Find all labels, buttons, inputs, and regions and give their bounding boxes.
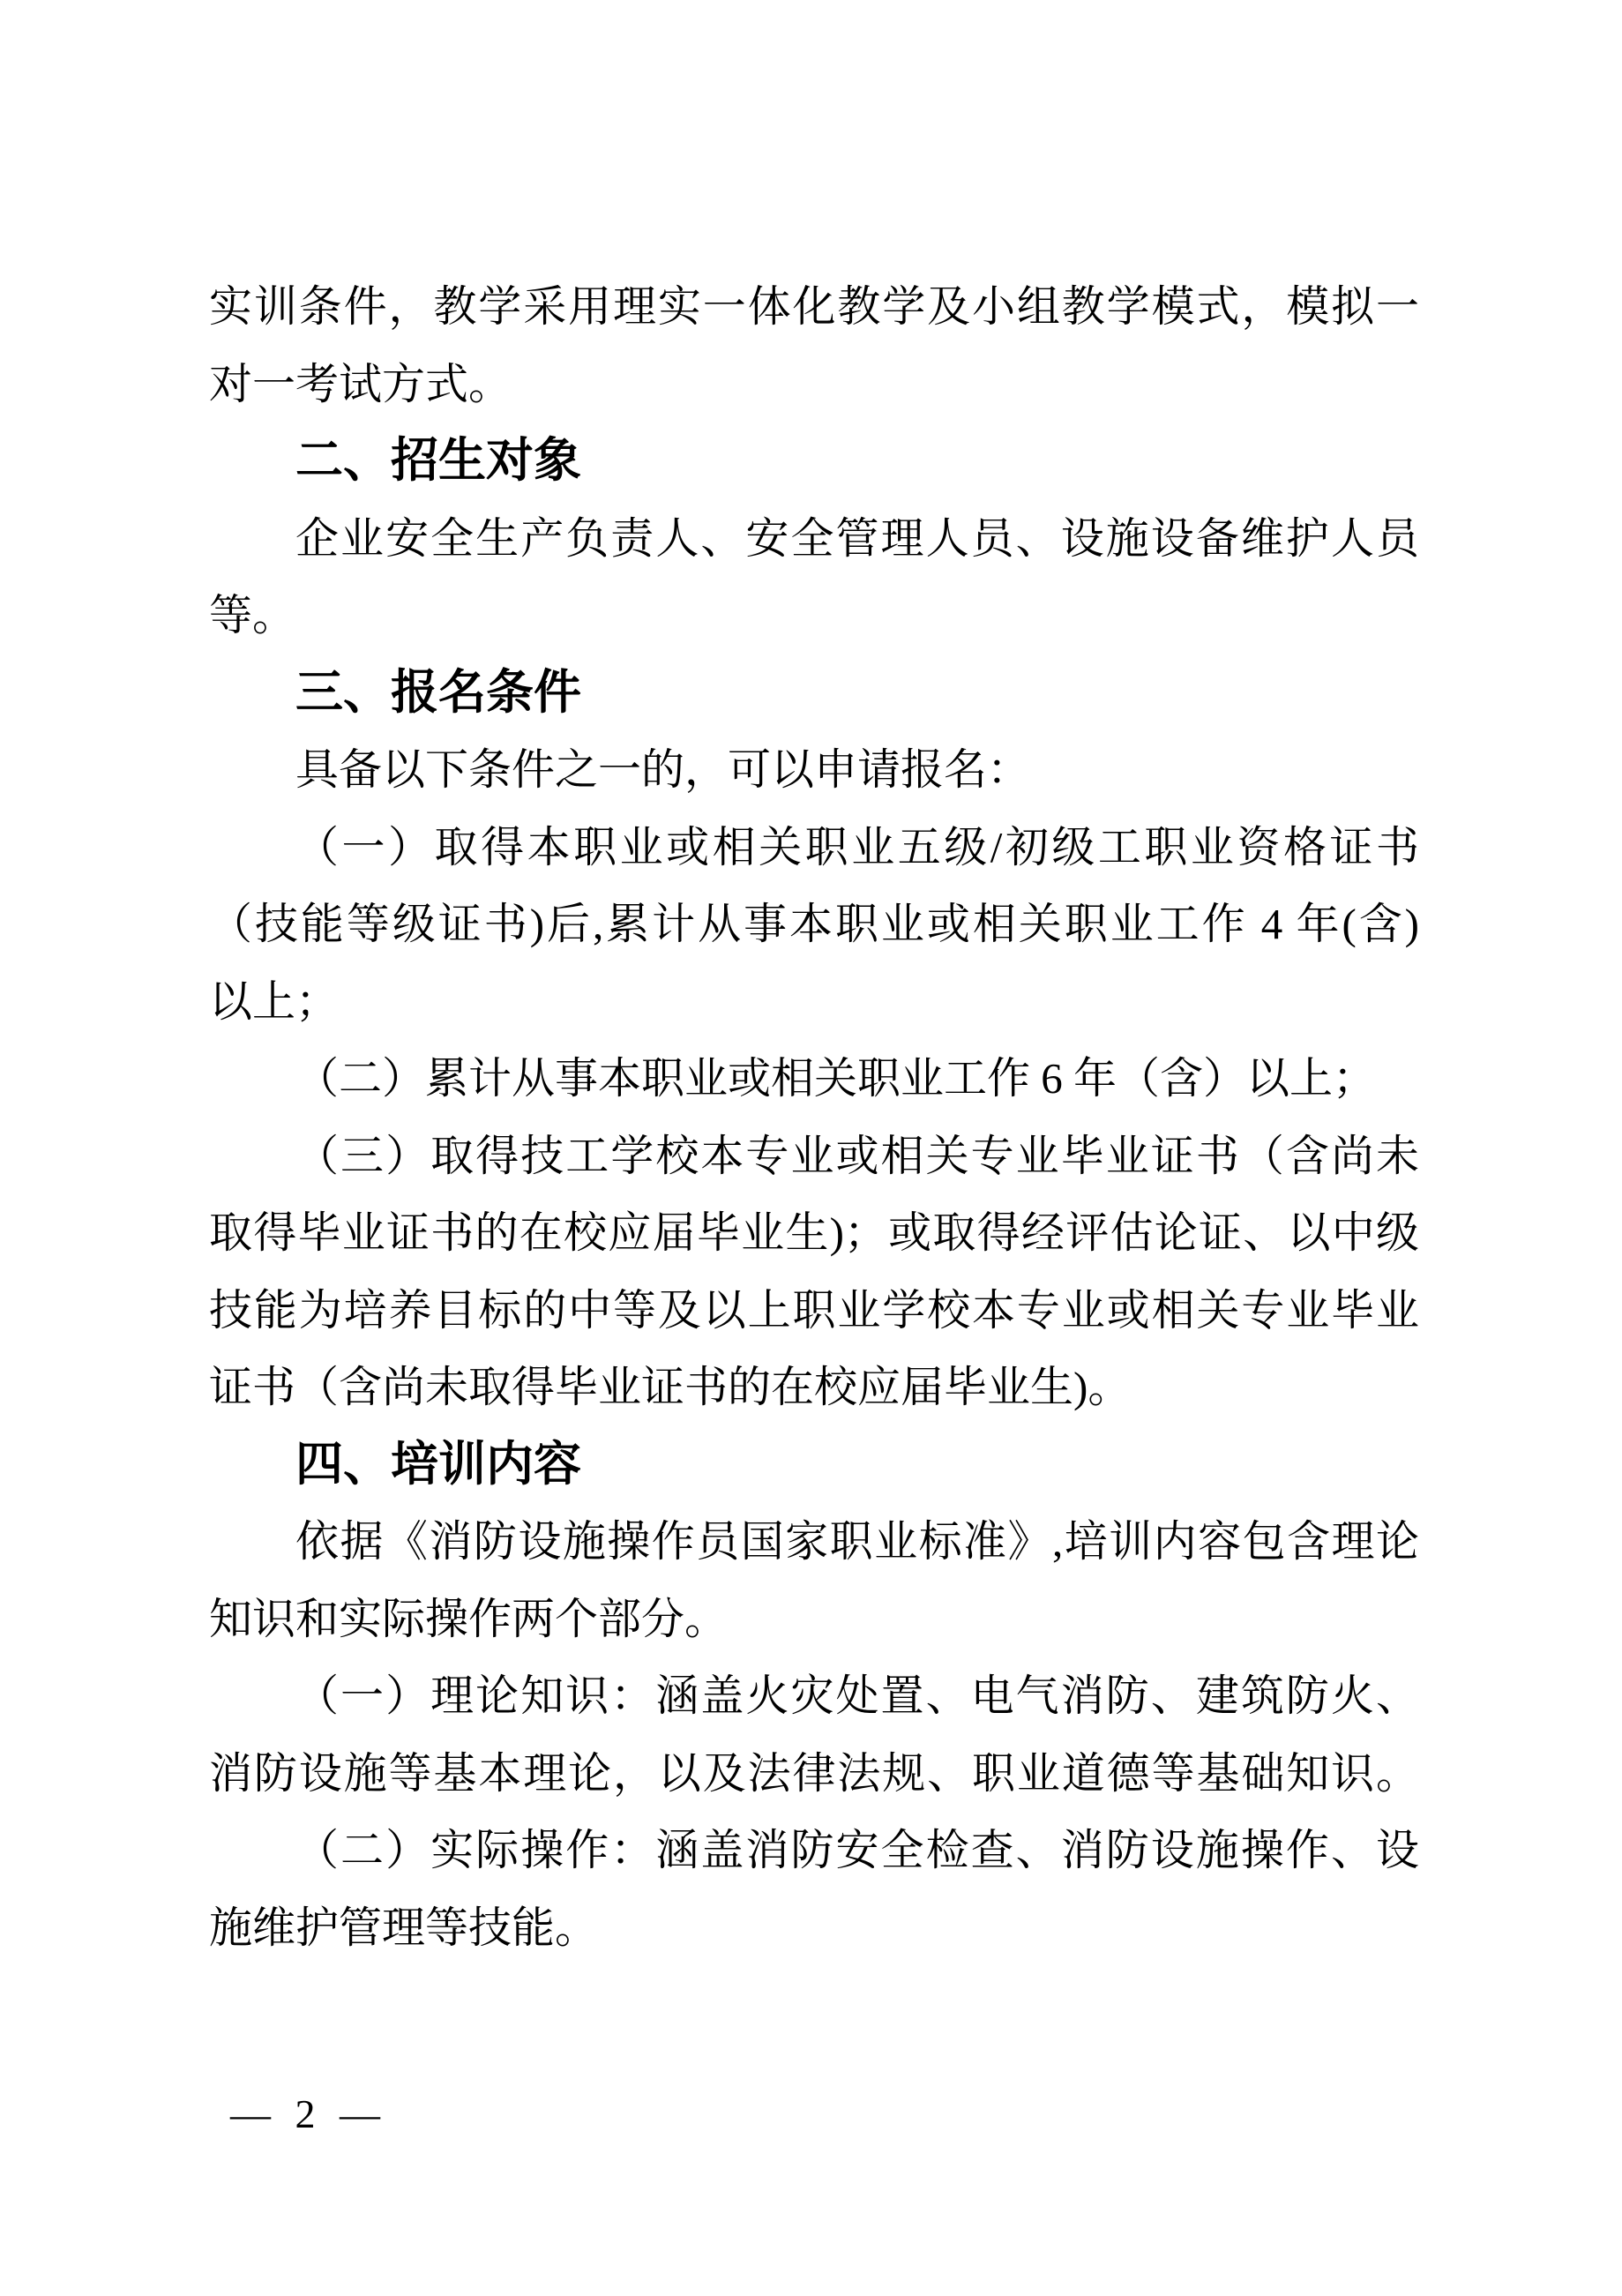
body-text-line: 以上； bbox=[209, 976, 340, 1026]
body-text-line: 依据《消防设施操作员国家职业标准》,培训内容包含理论 bbox=[295, 1517, 1419, 1566]
body-text-line: 取得毕业证书的在校应届毕业生)；或取得经评估论证、以中级 bbox=[209, 1208, 1419, 1257]
document-body bbox=[209, 268, 1419, 1966]
body-text-line: 对一考试方式。 bbox=[209, 359, 512, 408]
body-text-line: （一）取得本职业或相关职业五级/初级工职业资格证书 bbox=[295, 822, 1419, 871]
body-text-line: （一）理论知识：涵盖火灾处置、电气消防、建筑防火、 bbox=[295, 1672, 1419, 1720]
body-text-line: 企业安全生产负责人、安全管理人员、设施设备维护人员 bbox=[295, 513, 1419, 563]
body-text-line: 知识和实际操作两个部分。 bbox=[209, 1594, 729, 1643]
body-text-line: 实训条件，教学采用理实一体化教学及小组教学模式，模拟一 bbox=[209, 282, 1419, 331]
page-number: — 2 — bbox=[230, 2091, 387, 2136]
body-text-line: （三）取得技工学校本专业或相关专业毕业证书（含尚未 bbox=[295, 1131, 1419, 1180]
body-text-line: 消防设施等基本理论，以及法律法规、职业道德等基础知识。 bbox=[209, 1748, 1419, 1798]
body-text-line: （二）实际操作：涵盖消防安全检查、消防设施操作、设 bbox=[295, 1826, 1419, 1874]
body-text-line: 证书（含尚未取得毕业证书的在校应届毕业生)。 bbox=[209, 1363, 1132, 1411]
section-heading-training-content: 四、培训内容 bbox=[295, 1437, 581, 1491]
body-text-line: 施维护管理等技能。 bbox=[209, 1903, 599, 1952]
section-heading-recruitment-targets: 二、招生对象 bbox=[295, 434, 581, 487]
body-text-line: （二）累计从事本职业或相关职业工作 6 年（含）以上； bbox=[295, 1054, 1377, 1103]
body-text-line: （技能等级证书)后,累计从事本职业或相关职业工作 4 年(含) bbox=[209, 900, 1419, 948]
body-text-line: 具备以下条件之一的，可以申请报名： bbox=[295, 745, 1031, 794]
body-text-line: 技能为培养目标的中等及以上职业学校本专业或相关专业毕业 bbox=[209, 1285, 1419, 1335]
body-text-line: 等。 bbox=[209, 591, 296, 639]
section-heading-registration-conditions: 三、报名条件 bbox=[295, 665, 581, 719]
